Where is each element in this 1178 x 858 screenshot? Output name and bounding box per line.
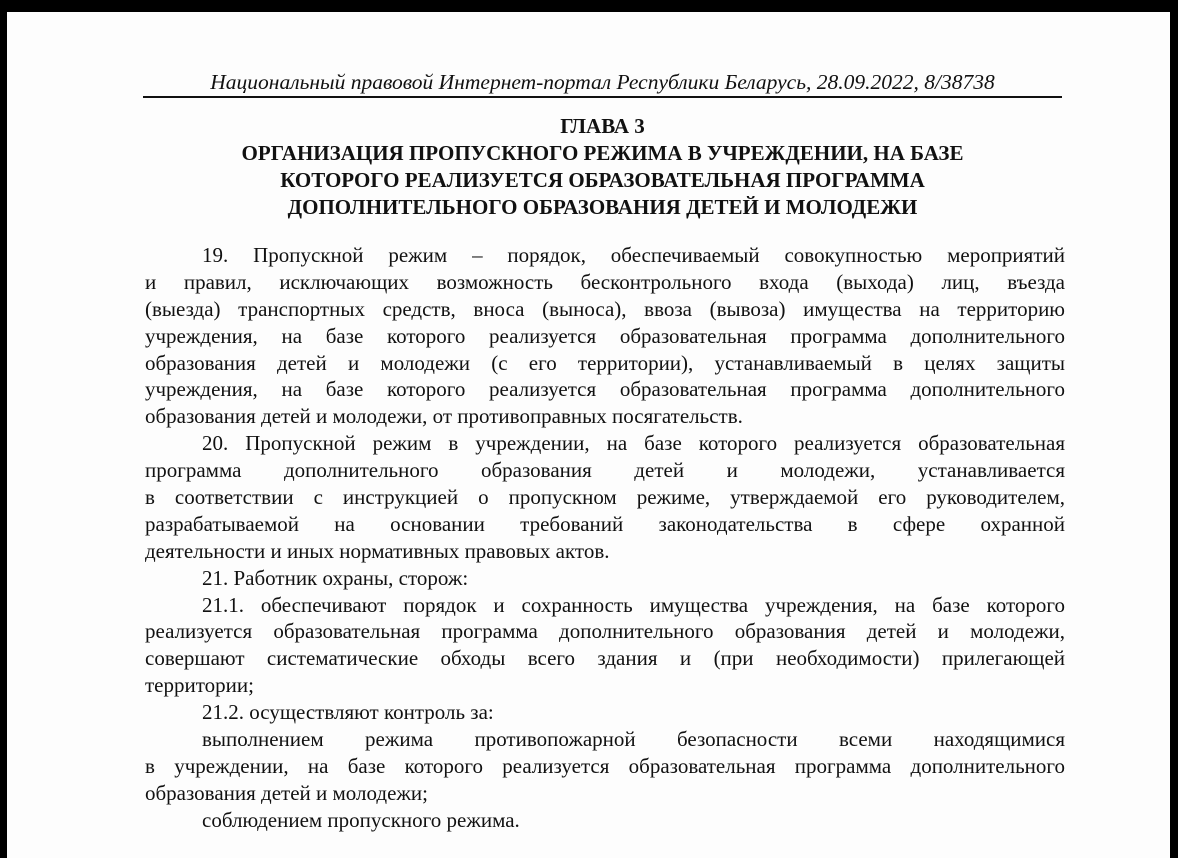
text-line: 19. Пропускной режим – порядок, обеспечиваемый совокупностью мероприятий — [202, 243, 1065, 267]
text-line: и правил, исключающих возможность бесконтрольного входа (выхода) лиц, въезда — [145, 269, 1065, 294]
text-line: в учреждении, на базе которого реализуется образовательная программа дополнительного — [145, 753, 1065, 778]
chapter-title-line: КОТОРОГО РЕАЛИЗУЕТСЯ ОБРАЗОВАТЕЛЬНАЯ ПРОГРАММА — [280, 168, 925, 192]
document-header: Национальный правовой Интернет-портал Республики Беларусь, 28.09.2022, 8/38738 — [210, 70, 995, 94]
text-line: выполнением режима противопожарной безопасности всеми находящимися — [202, 727, 1065, 752]
chapter-number: ГЛАВА 3 — [560, 114, 645, 138]
text-line: образования детей и молодежи (с его территории), устанавливаемый в целях защиты — [145, 350, 1065, 375]
text-line: разрабатываемой на основании требований законодательства в сфере охранной — [145, 511, 1065, 536]
text-line: территории; — [145, 673, 254, 698]
paragraph-21-2 — [145, 699, 1065, 726]
chapter-title-line: ДОПОЛНИТЕЛЬНОГО ОБРАЗОВАНИЯ ДЕТЕЙ И МОЛОДЕЖИ — [287, 195, 918, 219]
document-page — [7, 12, 1170, 858]
chapter-heading — [142, 113, 1063, 221]
paragraph-21 — [145, 565, 1065, 592]
paragraph-21-1 — [145, 592, 1065, 700]
text-line: образования детей и молодежи; — [145, 780, 428, 805]
text-line: учреждения, на базе которого реализуется образовательная программа дополнительного — [145, 323, 1065, 348]
text-line: деятельности и иных нормативных правовых актов. — [145, 538, 610, 563]
paragraph-21-2-item-access-control — [145, 807, 1065, 834]
paragraph-19 — [145, 242, 1065, 430]
text-line: 21.1. обеспечивают порядок и сохранность имущества учреждения, на базе которого — [202, 592, 1065, 617]
text-line: совершают систематические обходы всего здания и (при необходимости) прилегающей — [145, 646, 1065, 671]
text-line: 21. Работник охраны, сторож: — [202, 565, 469, 590]
text-line: образования детей и молодежи, от противоправных посягательств. — [145, 404, 743, 429]
text-line: (выезда) транспортных средств, вноса (выноса), ввоза (вывоза) имущества на территорию — [145, 296, 1065, 321]
text-line: программа дополнительного образования детей и молодежи, устанавливается — [145, 458, 1065, 483]
text-line: 20. Пропускной режим в учреждении, на базе которого реализуется образовательная — [202, 431, 1065, 456]
text-line: в соответствии с инструкцией о пропускном режиме, утверждаемой его руководителем, — [145, 485, 1065, 510]
text-line: 21.2. осуществляют контроль за: — [202, 700, 494, 725]
header-divider — [143, 96, 1062, 98]
paragraph-20 — [145, 430, 1065, 564]
document-body — [145, 242, 1065, 834]
text-line: соблюдением пропускного режима. — [202, 807, 520, 832]
text-line: учреждения, на базе которого реализуется образовательная программа дополнительного — [145, 377, 1065, 402]
paragraph-21-2-item-fire-safety — [145, 726, 1065, 807]
chapter-title-line: ОРГАНИЗАЦИЯ ПРОПУСКНОГО РЕЖИМА В УЧРЕЖДЕНИИ, НА БАЗЕ — [241, 141, 964, 165]
text-line: реализуется образовательная программа дополнительного образования детей и молодежи, — [145, 619, 1065, 644]
